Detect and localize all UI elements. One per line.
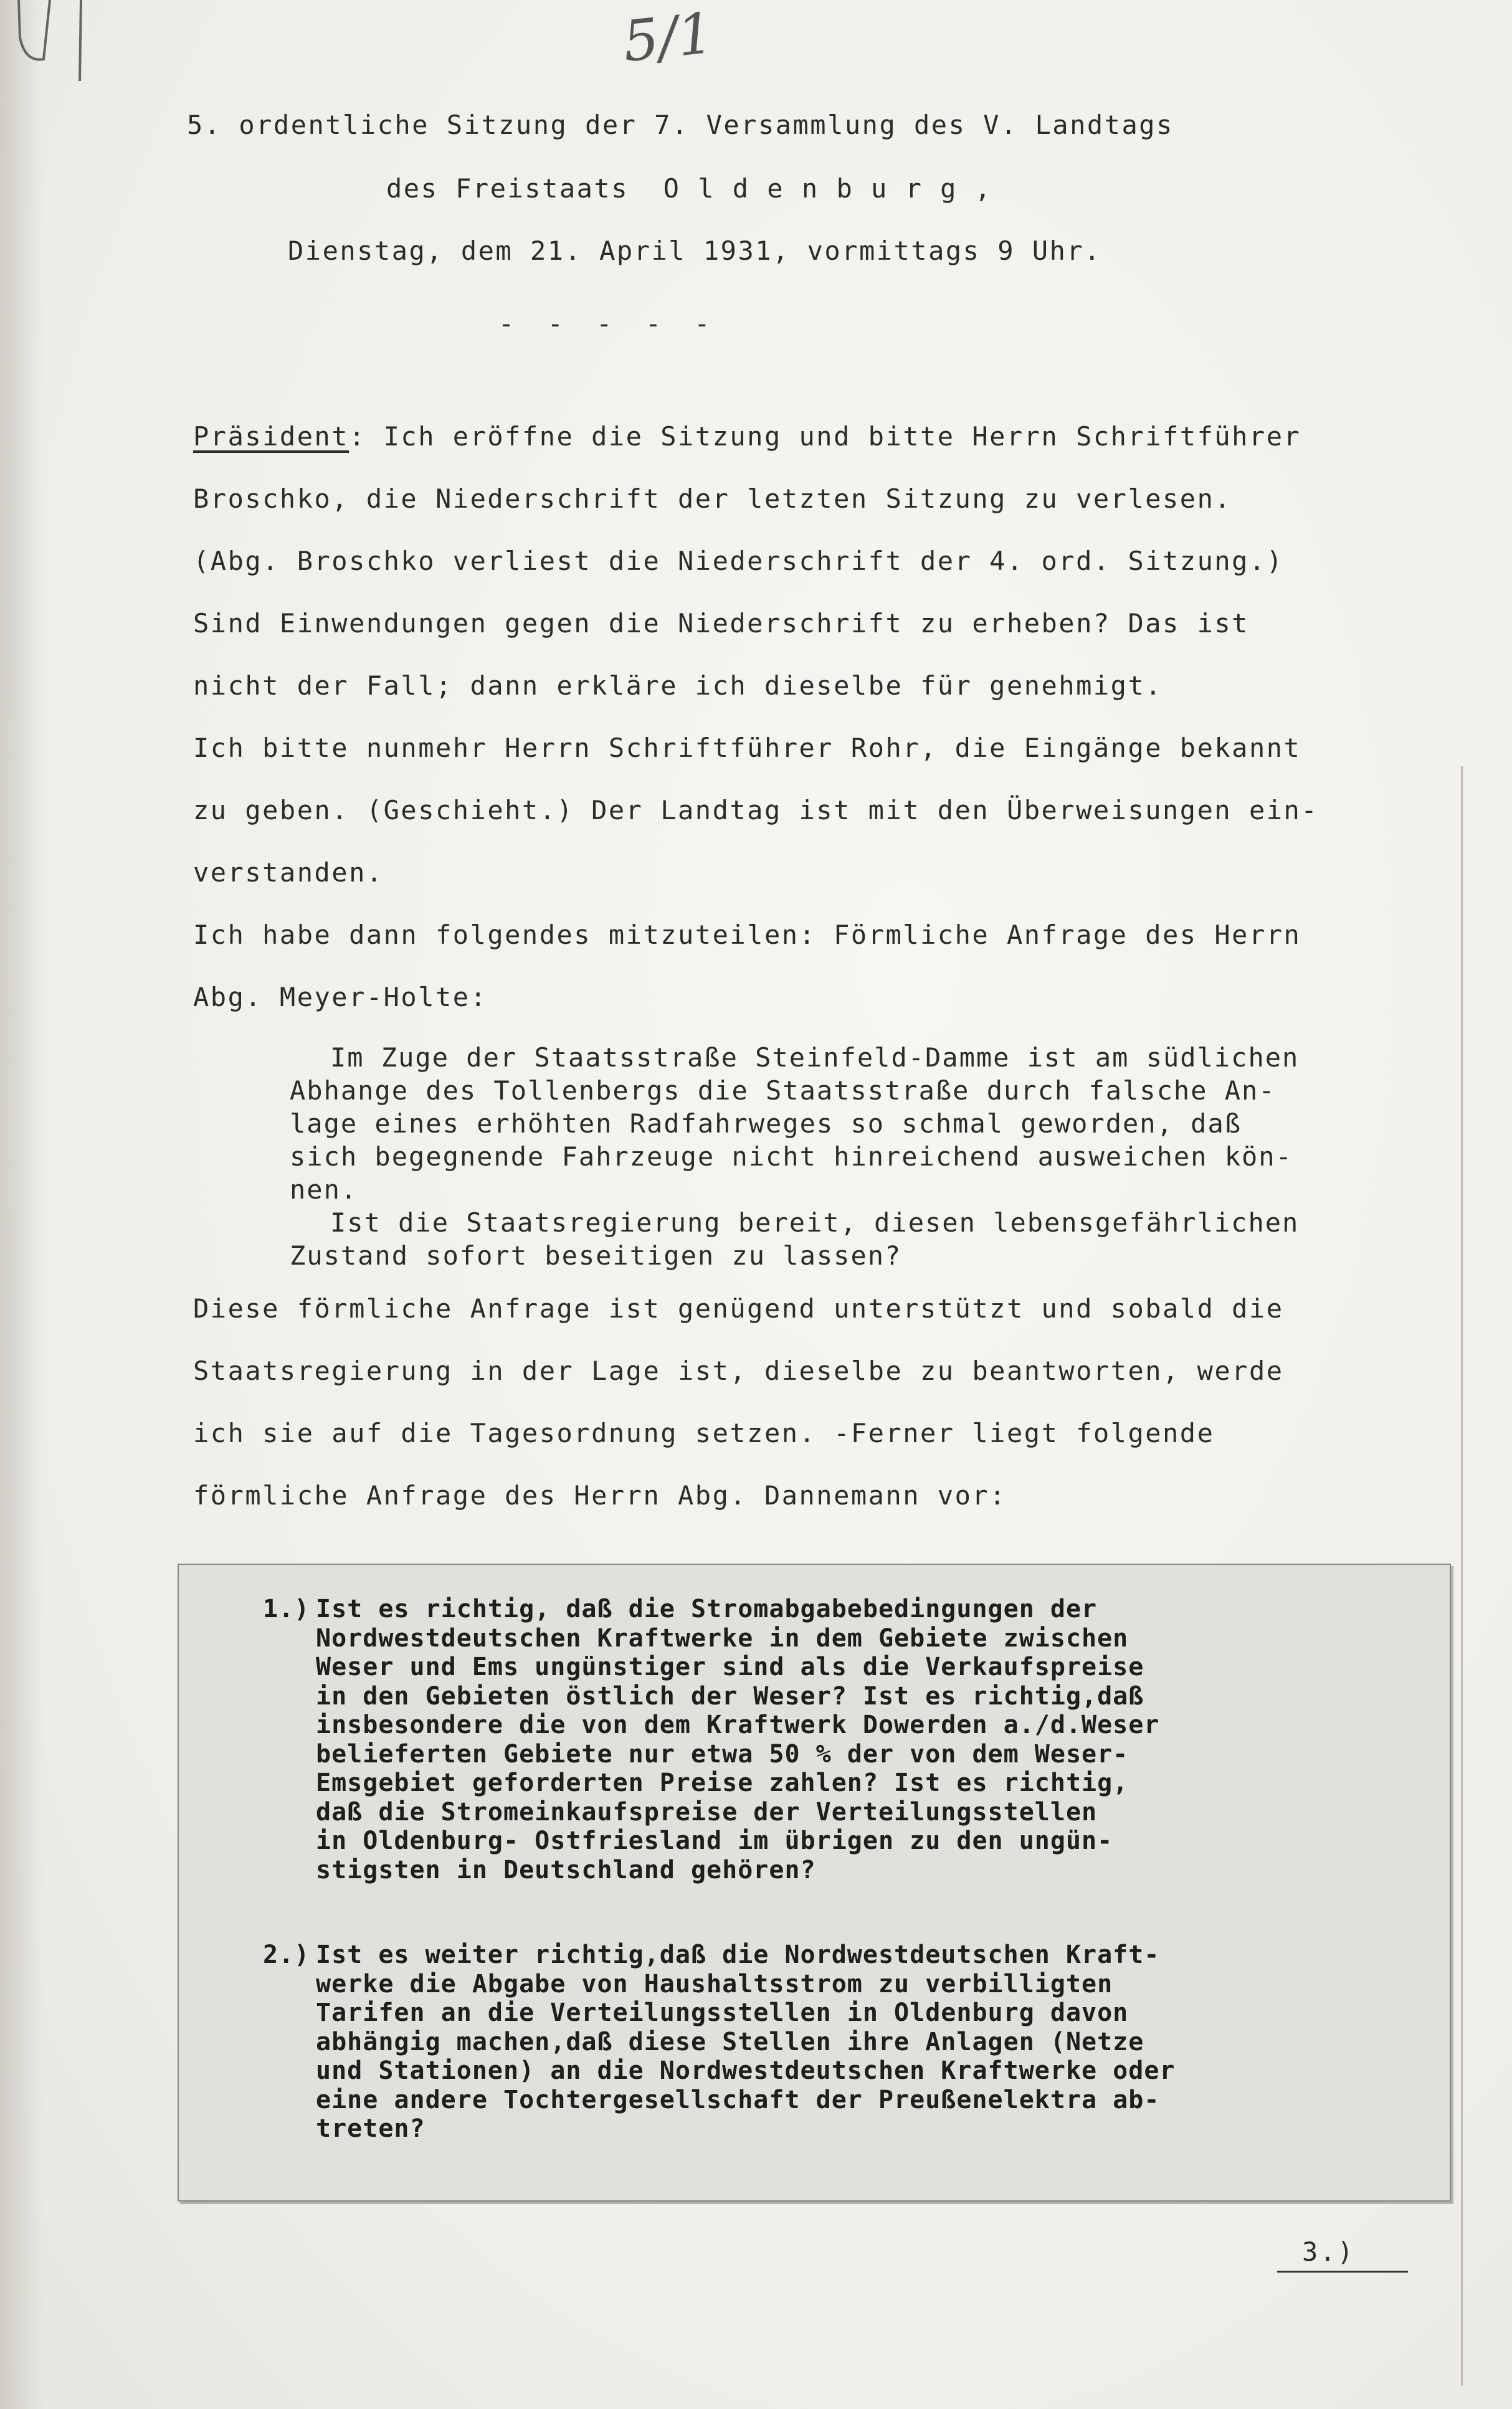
body-line-8: verstanden.	[193, 857, 384, 888]
header-line-3: Dienstag, dem 21. April 1931, vormittags 9 Uhr.	[288, 235, 1101, 266]
body-line-11: Diese förmliche Anfrage ist genügend unterstützt und sobald die	[193, 1293, 1284, 1324]
page-ref-rule	[1277, 2271, 1408, 2273]
body-line-7: zu geben. (Geschieht.) Der Landtag ist mit den Überweisungen ein-	[193, 795, 1319, 825]
quote-line-3: lage eines erhöhten Radfahrweges so schmal geworden, daß	[290, 1108, 1242, 1139]
page-edge-line	[1461, 766, 1463, 2386]
quote-line-6: Ist die Staatsregierung bereit, diesen lebensgefährlichen	[330, 1207, 1300, 1238]
body-line-12: Staatsregierung in der Lage ist, dieselbe zu beantworten, werde	[193, 1356, 1284, 1386]
quote-line-4: sich begegnende Fahrzeuge nicht hinreichend ausweichen kön-	[290, 1141, 1293, 1172]
page-continuation-ref: 3.)	[1302, 2236, 1355, 2267]
president-text: : Ich eröffne die Sitzung und bitte Herrn Schriftführer	[349, 421, 1301, 452]
question-1-number: 1.)	[263, 1595, 310, 1623]
body-line-5: nicht der Fall; dann erkläre ich dieselbe für genehmigt.	[193, 670, 1163, 701]
body-line-3: (Abg. Broschko verliest die Niederschrift der 4. ord. Sitzung.)	[193, 546, 1284, 576]
quote-line-5: nen.	[290, 1174, 358, 1205]
body-line-president	[193, 421, 1301, 452]
quote-line-2: Abhange des Tollenbergs die Staatsstraße durch falsche An-	[290, 1075, 1276, 1106]
body-line-4: Sind Einwendungen gegen die Niederschrift zu erheben? Das ist	[193, 608, 1249, 639]
handwritten-annotation: 5/1	[619, 0, 716, 75]
body-line-2: Broschko, die Niederschrift der letzten Sitzung zu verlesen.	[193, 483, 1232, 514]
quote-line-7: Zustand sofort beseitigen zu lassen?	[290, 1240, 902, 1271]
president-label: Präsident	[193, 421, 349, 452]
body-line-10: Abg. Meyer-Holte:	[193, 982, 488, 1012]
body-line-9: Ich habe dann folgendes mitzuteilen: Förmliche Anfrage des Herrn	[193, 919, 1301, 950]
corner-mark-icon	[6, 0, 118, 93]
quote-line-1: Im Zuge der Staatsstraße Steinfeld-Damme ist am südlichen	[330, 1042, 1300, 1073]
body-line-6: Ich bitte nunmehr Herrn Schriftführer Rohr, die Eingänge bekannt	[193, 733, 1301, 763]
body-line-13: ich sie auf die Tagesordnung setzen. -Ferner liegt folgende	[193, 1418, 1215, 1448]
pasted-inquiry-slip	[178, 1564, 1451, 2202]
header-line-2: des Freistaats O l d e n b u r g ,	[386, 173, 992, 204]
header-line-1: 5. ordentliche Sitzung der 7. Versammlung des V. Landtags	[187, 110, 1174, 140]
header-separator: - - - - -	[498, 308, 719, 339]
body-line-14: förmliche Anfrage des Herrn Abg. Dannemann vor:	[193, 1480, 1007, 1511]
question-1-text: Ist es richtig, daß die Stromabgabebedingungen der Nordwestdeutschen Kraftwerke in dem Gebiete zwischen Weser und Ems ungünstiger sind als die Verkaufspreise in den Gebieten östlich der Weser? Ist es richtig,daß insbesondere die von dem Kraftwerk Dowerden a./d.Weser belieferten Gebiete nur etwa 50 % der von dem Weser- Emsgebiet geforderten Preise zahlen? Ist es richtig, daß die Stromeinkaufspreise der Verteilungsstellen in Oldenburg- Ostfriesland im übrigen zu den ungün- stigsten in Deutschland gehören?	[316, 1595, 1160, 1884]
question-2-number: 2.)	[263, 1941, 310, 1969]
question-2-text: Ist es weiter richtig,daß die Nordwestdeutschen Kraft- werke die Abgabe von Haushaltsstrom zu verbilligten Tarifen an die Verteilungsstellen in Oldenburg davon abhängig machen,daß diese Stellen ihre Anlagen (Netze und Stationen) an die Nordwestdeutschen Kraftwerke oder eine andere Tochtergesellschaft der Preußenelektra ab- treten?	[316, 1941, 1176, 2143]
binding-shadow	[0, 0, 44, 2409]
